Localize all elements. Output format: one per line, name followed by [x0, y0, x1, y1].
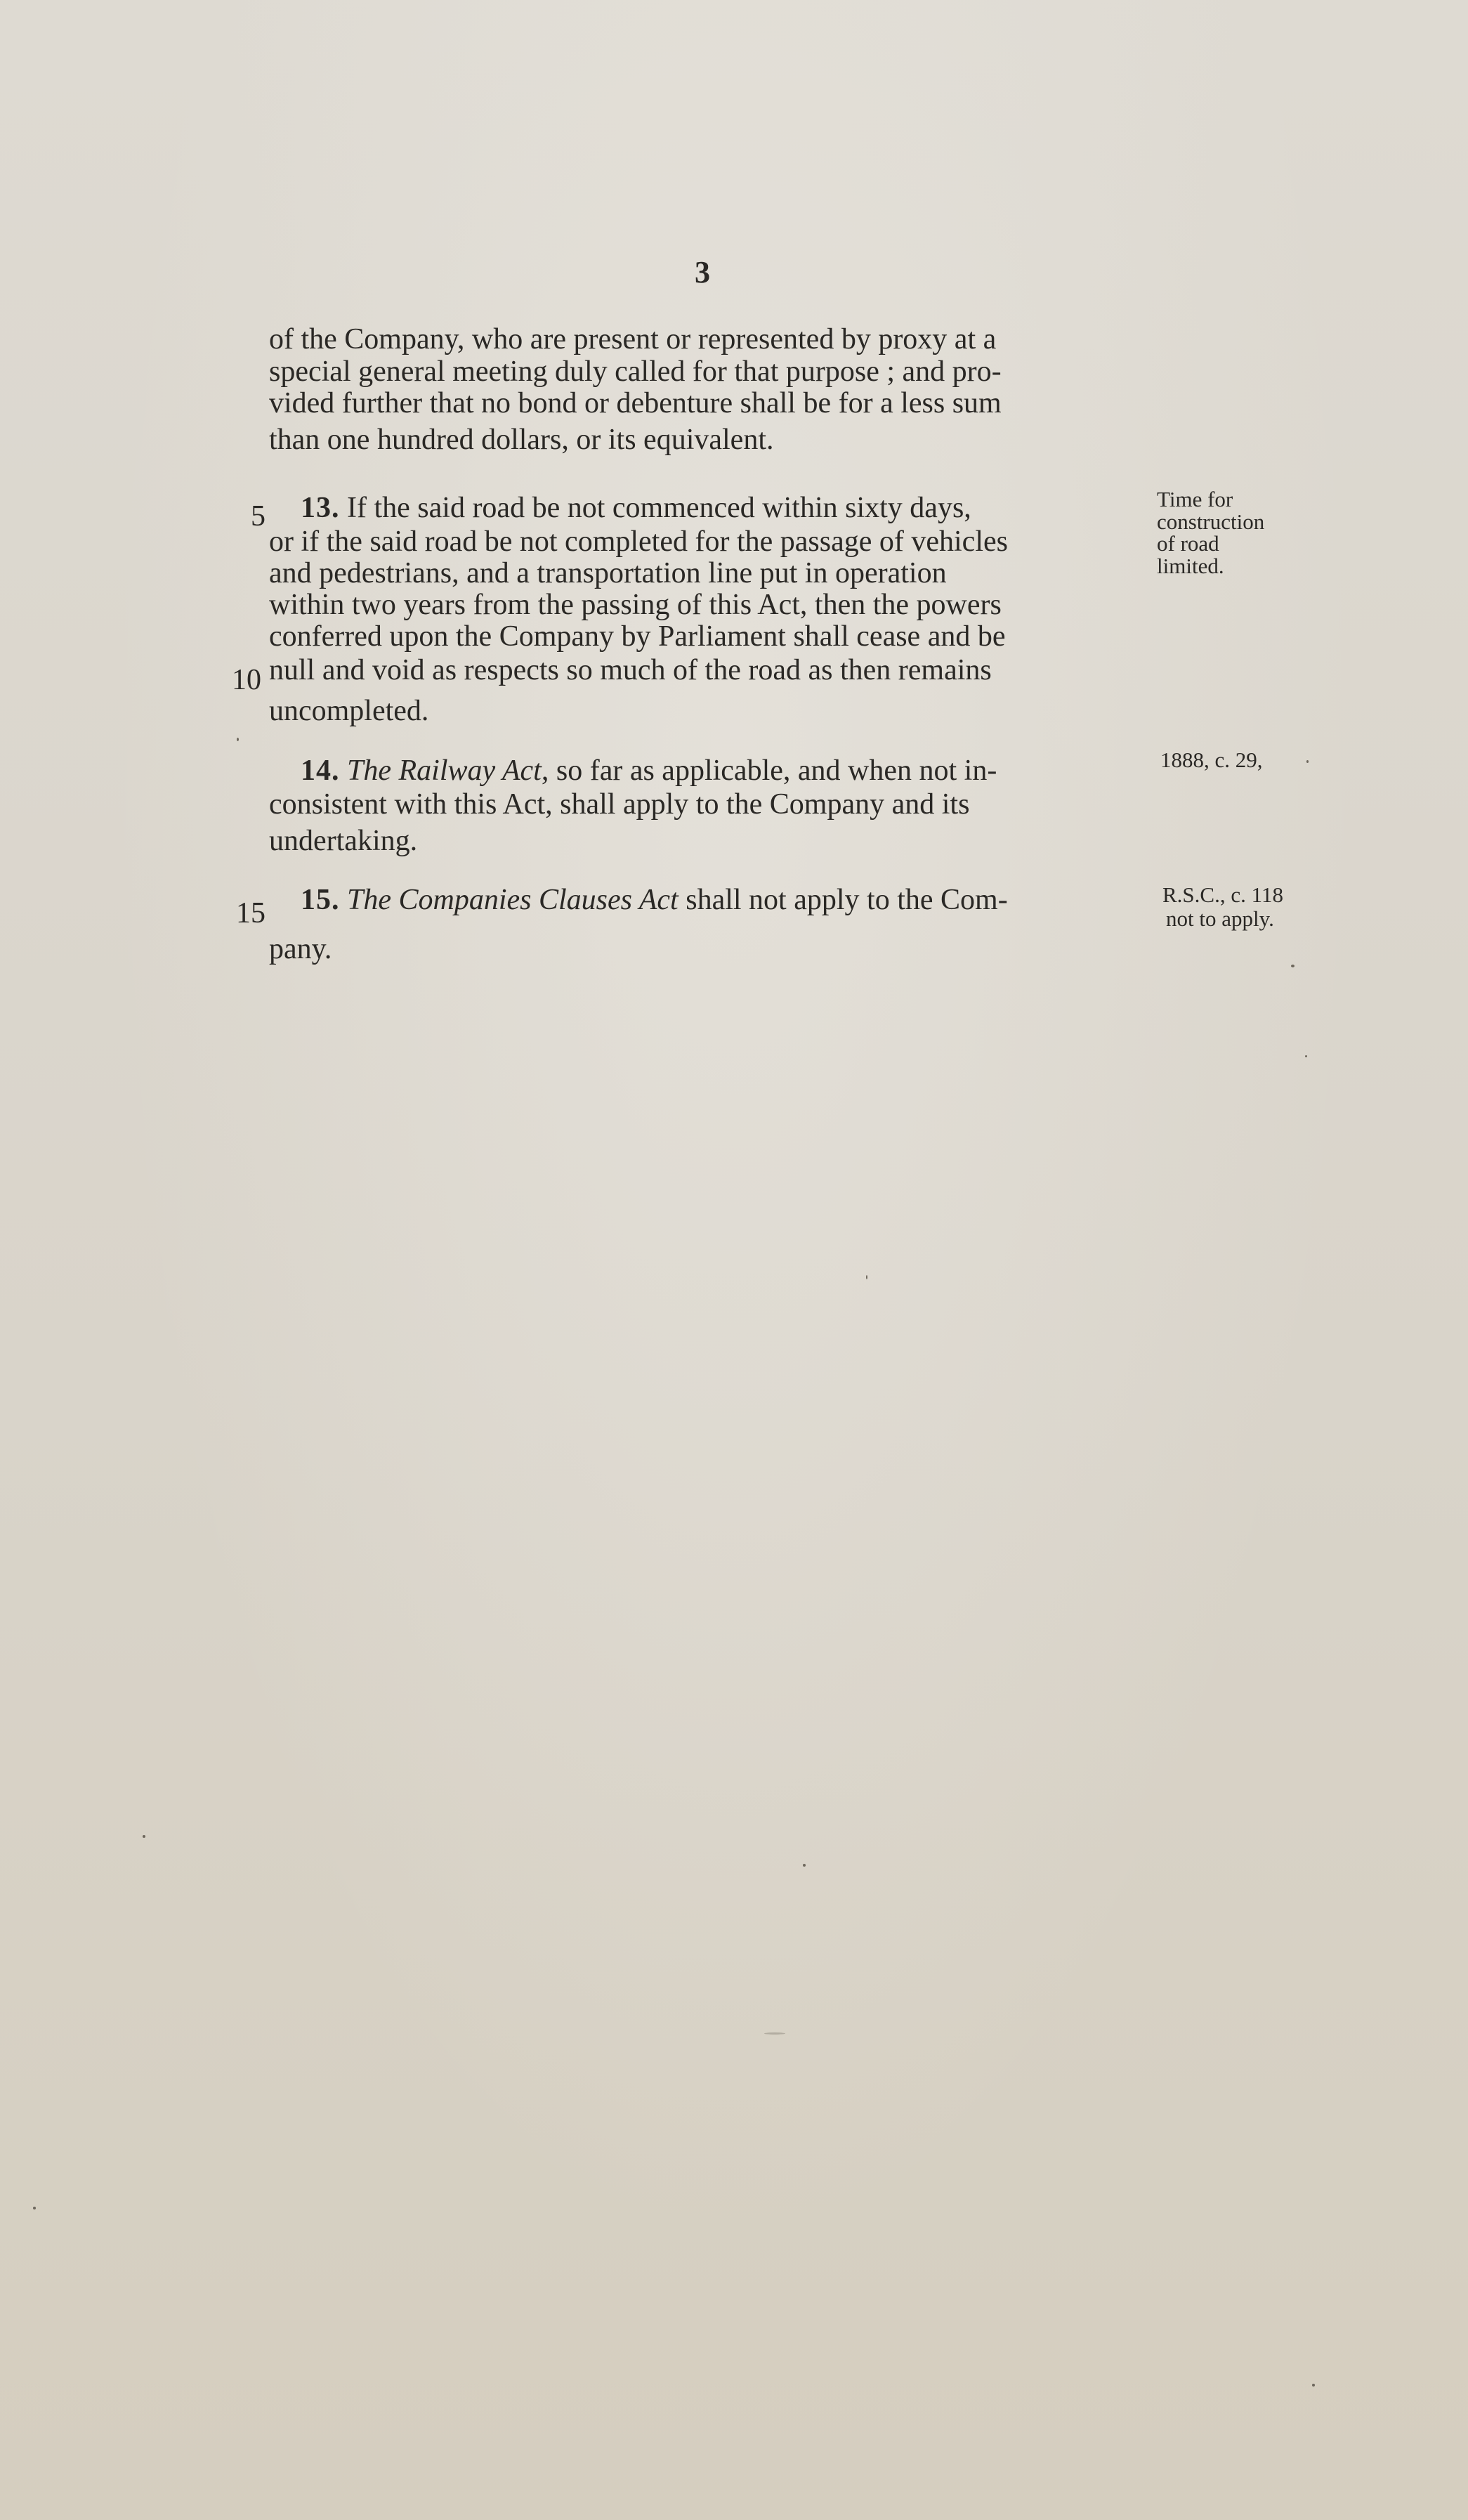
- body-text-line: and pedestrians, and a transportation line put in operation: [269, 557, 947, 589]
- paper-speck: [1312, 2384, 1315, 2387]
- section-text: shall not apply to the Com-: [678, 884, 1008, 916]
- body-text-line: special general meeting duly called for that purpose ; and pro-: [269, 355, 1002, 388]
- section-14-first-line: [301, 756, 997, 785]
- line-number: 5: [251, 500, 266, 533]
- margin-note-line: construction: [1157, 509, 1265, 534]
- paper-speck: [764, 2032, 785, 2035]
- body-text-line: null and void as respects so much of the road as then remains: [269, 654, 992, 686]
- section-15-first-line: [301, 885, 1008, 915]
- body-text-line: of the Company, who are present or represented by proxy at a: [269, 323, 997, 355]
- act-title: The Companies Clauses Act: [347, 884, 679, 916]
- margin-note-line: not to apply.: [1166, 906, 1274, 931]
- margin-note-line: Time for: [1157, 487, 1233, 511]
- margin-note-line: of road: [1157, 531, 1219, 556]
- act-title: The Railway Act: [347, 755, 542, 787]
- margin-note-line: 1888, c. 29,: [1160, 747, 1263, 772]
- paper-speck: [237, 738, 239, 741]
- paper-speck: [866, 1275, 867, 1279]
- body-text-line: conferred upon the Company by Parliament shall cease and be: [269, 620, 1006, 653]
- section-number: 14.: [301, 755, 340, 787]
- paper-speck: [1305, 1055, 1307, 1057]
- section-text: , so far as applicable, and when not in-: [541, 755, 997, 787]
- body-text-line: uncompleted.: [269, 695, 429, 727]
- paper-speck: [33, 2207, 36, 2209]
- body-text-line: within two years from the passing of this Act, then the powers: [269, 589, 1002, 621]
- line-number: 15: [236, 897, 266, 929]
- line-number: 10: [232, 664, 261, 696]
- page-number: 3: [695, 255, 710, 289]
- body-text-line: than one hundred dollars, or its equivalent.: [269, 424, 774, 456]
- body-text-line: undertaking.: [269, 825, 418, 857]
- margin-note-line: R.S.C., c. 118: [1162, 882, 1283, 907]
- section-13-first-line: [301, 493, 971, 523]
- body-text-line: vided further that no bond or debenture shall be for a less sum: [269, 387, 1002, 419]
- paper-speck: [143, 1835, 145, 1838]
- body-text-line: consistent with this Act, shall apply to the Company and its: [269, 788, 970, 821]
- paper-speck: [1306, 760, 1309, 763]
- body-text-line: or if the said road be not completed for the passage of vehicles: [269, 525, 1008, 558]
- paper-speck: [1291, 965, 1295, 967]
- section-number: 13.: [301, 492, 340, 524]
- section-number: 15.: [301, 884, 340, 916]
- margin-note-line: limited.: [1157, 554, 1224, 578]
- section-text: If the said road be not commenced within sixty days,: [339, 492, 971, 524]
- body-text-line: pany.: [269, 933, 332, 965]
- paper-speck: [803, 1864, 806, 1867]
